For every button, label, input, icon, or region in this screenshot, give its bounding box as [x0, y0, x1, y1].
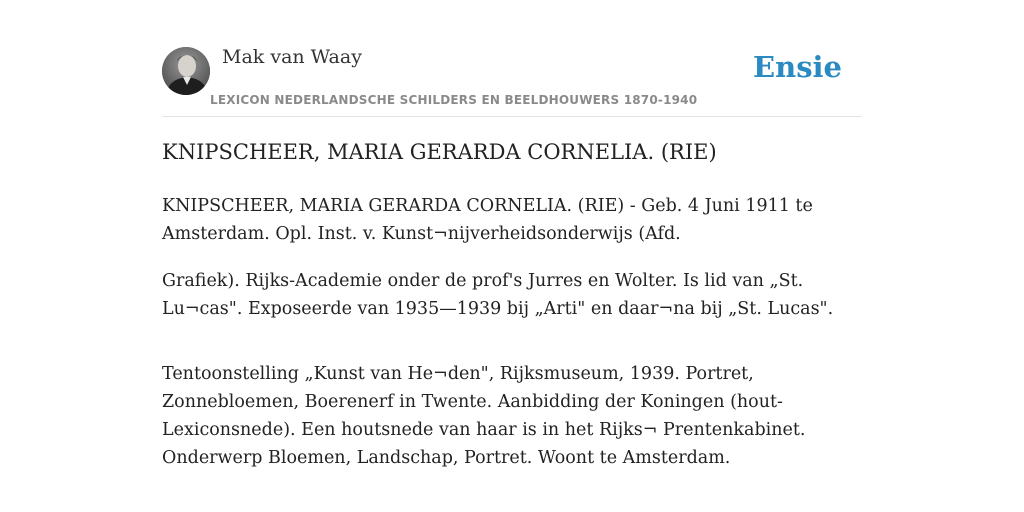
entry-paragraph: Grafiek). Rijks-Academie onder de prof's Jurres en Wolter. Is lid van „St. Lu¬cas". Exposeerde van 1935—1939 bij „Arti" en daar¬na bij „St. Lucas". [162, 271, 834, 319]
lexicon-name[interactable]: LEXICON NEDERLANDSCHE SCHILDERS EN BEELDHOUWERS 1870-1940 [210, 93, 698, 107]
entry-paragraph: Tentoonstelling „Kunst van He¬den", Rijksmuseum, 1939. Portret, Zonnebloemen, Boerenerf in Twente. Aanbidding der Koningen (hout-Lexiconsnede). Een houtsnede van haar is in het Rijks¬ Prentenkabinet. Onderwerp Bloemen, Landschap, Portret. Woont te Amsterdam. [162, 364, 806, 468]
author-name[interactable]: Mak van Waay [222, 46, 362, 68]
author-avatar[interactable] [162, 47, 210, 95]
page-header [162, 46, 862, 117]
portrait-image [162, 47, 210, 95]
entry-paragraph: KNIPSCHEER, MARIA GERARDA CORNELIA. (RIE) - Geb. 4 Juni 1911 te Amsterdam. Opl. Inst. v. Kunst¬nijverheidsonderwijs (Afd. [162, 196, 813, 244]
entry-body [162, 192, 862, 491]
ensie-logo[interactable]: Ensie [753, 50, 842, 84]
entry-title: KNIPSCHEER, MARIA GERARDA CORNELIA. (RIE) [162, 140, 717, 164]
